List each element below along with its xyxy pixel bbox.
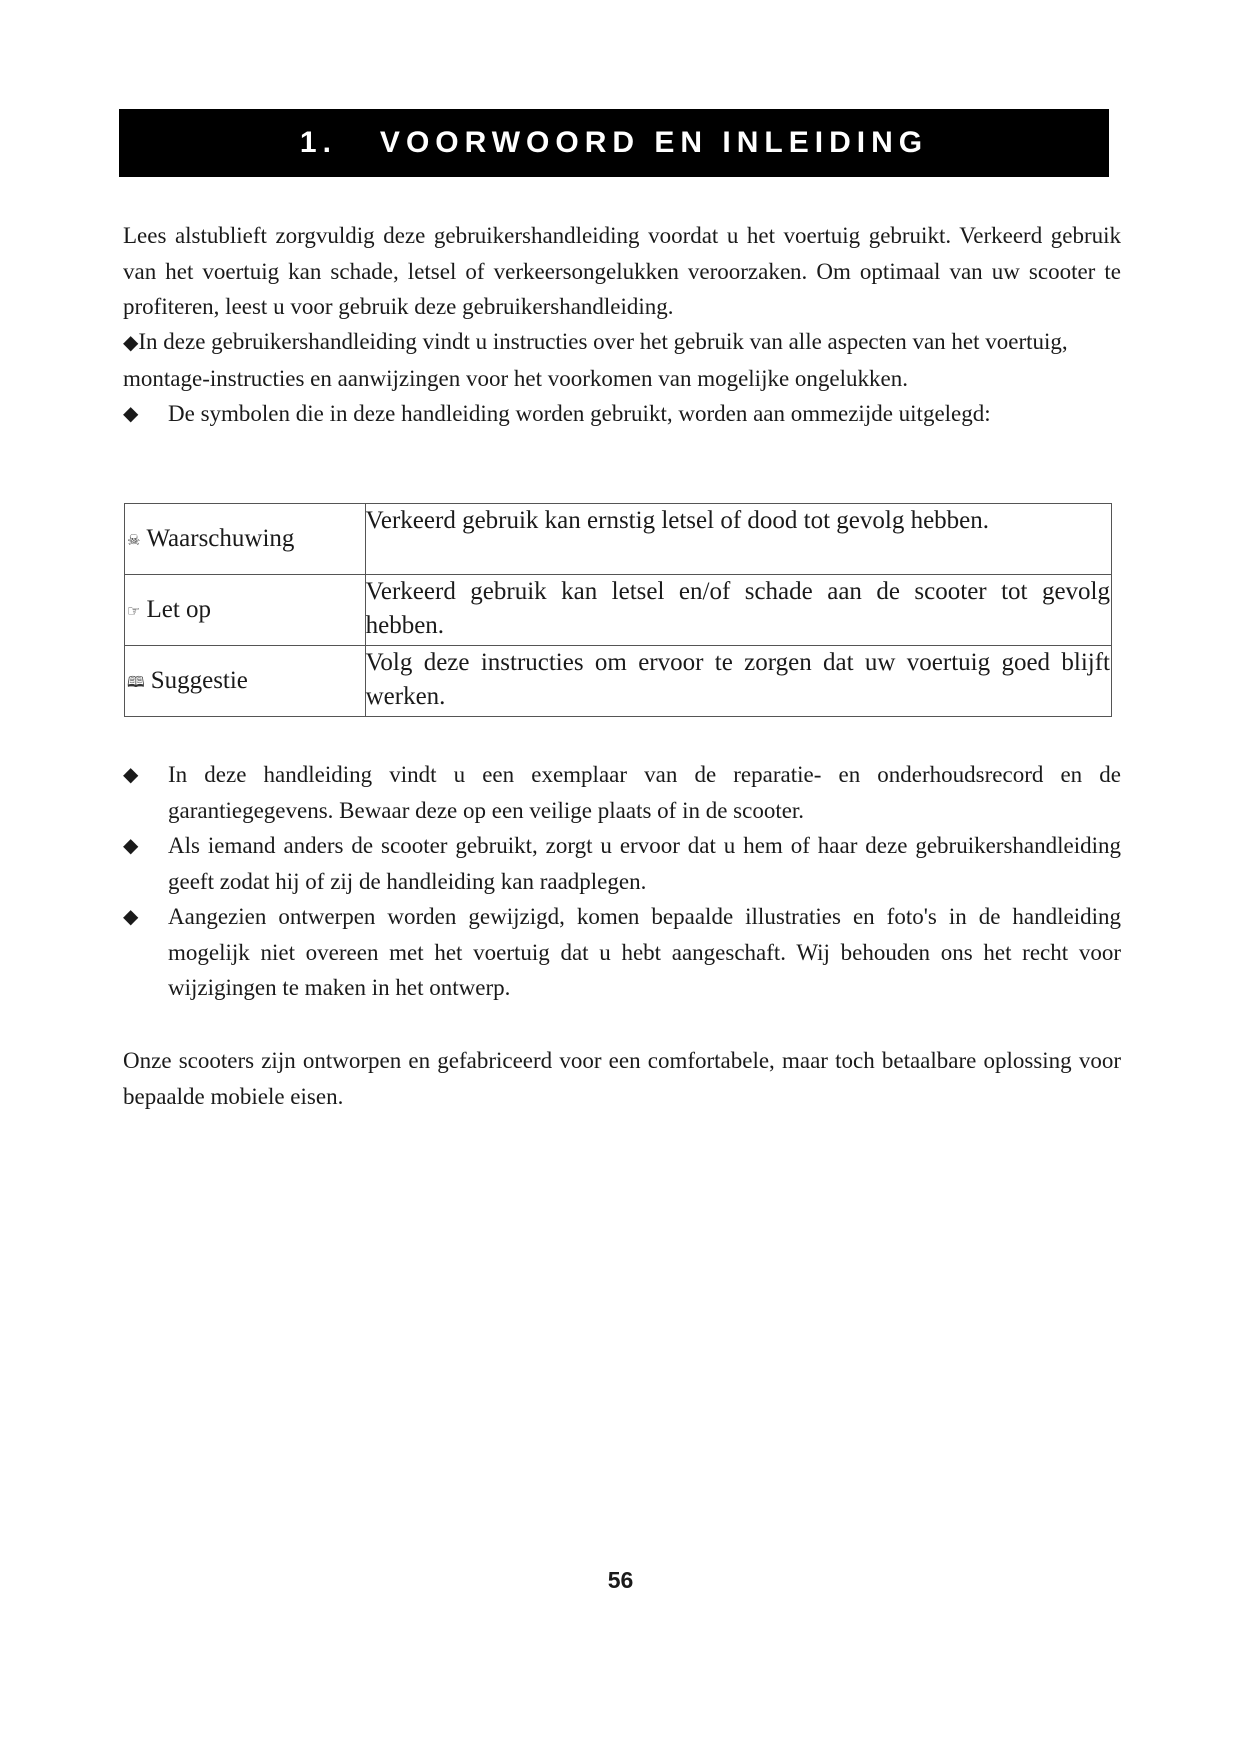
bullet-list-top [123, 324, 1121, 432]
list-item-text: In deze gebruikershandleiding vindt u instructies over het gebruik van alle aspecten van het voertuig, montage-instructies en aanwijzingen voor het voorkomen van mogelijke ongelukken. [123, 329, 1068, 391]
list-item [123, 396, 1121, 432]
bullet-list-bottom [123, 757, 1121, 1006]
symbol-description: Volg deze instructies om ervoor te zorgen dat uw voertuig goed blijft werken. [365, 649, 1110, 710]
closing-paragraph: Onze scooters zijn ontworpen en gefabriceerd voor een comfortabele, maar toch betaalbare oplossing voor bepaalde mobiele eisen. [123, 1048, 1121, 1109]
symbol-label: Waarschuwing [146, 524, 295, 552]
symbol-label: Suggestie [150, 666, 248, 694]
symbol-description-cell [365, 646, 1111, 717]
diamond-bullet-icon: ◆ [123, 762, 139, 786]
list-item [123, 899, 1121, 1006]
page-number: 56 [607, 1567, 634, 1593]
diamond-bullet-icon: ◆ [123, 330, 139, 354]
list-item [123, 324, 1121, 396]
list-item-text: Aangezien ontwerpen worden gewijzigd, komen bepaalde illustraties en foto's in de handleiding mogelijk niet overeen met het voertuig dat u hebt aangeschaft. Wij behouden ons het recht voor wijzigingen te maken in het ontwerp. [168, 904, 1121, 1000]
list-item-text: In deze handleiding vindt u een exemplaar van de reparatie- en onderhoudsrecord en de garantiegegevens. Bewaar deze op een veilige plaats of in de scooter. [168, 762, 1121, 823]
pointing-hand-icon: ☞ [127, 601, 141, 620]
diamond-bullet-icon: ◆ [123, 833, 139, 857]
list-item [123, 757, 1121, 828]
symbols-table [124, 503, 1112, 717]
table-row [125, 575, 1112, 646]
book-icon: 🕮 [127, 672, 145, 691]
symbol-label-cell [125, 575, 366, 646]
symbol-description: Verkeerd gebruik kan letsel en/of schade aan de scooter tot gevolg hebben. [365, 578, 1110, 639]
list-item-text: De symbolen die in deze handleiding worden gebruikt, worden aan ommezijde uitgelegd: [168, 401, 991, 426]
table-row [125, 646, 1112, 717]
list-item-text: Als iemand anders de scooter gebruikt, zorgt u ervoor dat u hem of haar deze gebruikershandleiding geeft zodat hij of zij de handleiding kan raadplegen. [168, 833, 1121, 894]
symbol-label: Let op [146, 595, 212, 623]
symbol-label-cell [125, 504, 366, 575]
symbol-description-cell [365, 504, 1111, 575]
skull-icon: ☠ [127, 530, 141, 549]
section-title-bar [119, 109, 1109, 177]
table-row [125, 504, 1112, 575]
list-item [123, 828, 1121, 899]
symbol-description-cell [365, 575, 1111, 646]
intro-paragraph: Lees alstublieft zorgvuldig deze gebruikershandleiding voordat u het voertuig gebruikt. Verkeerd gebruik van het voertuig kan schade, letsel of verkeersongelukken veroorzaken. Om optimaal van uw scooter te profiteren, leest u voor gebruik deze gebruikershandleiding. [123, 223, 1121, 319]
diamond-bullet-icon: ◆ [123, 904, 139, 928]
section-title: 1. VOORWOORD EN INLEIDING [299, 126, 929, 159]
diamond-bullet-icon: ◆ [123, 401, 139, 425]
symbol-label-cell [125, 646, 366, 717]
symbol-description: Verkeerd gebruik kan ernstig letsel of dood tot gevolg hebben. [365, 507, 990, 534]
